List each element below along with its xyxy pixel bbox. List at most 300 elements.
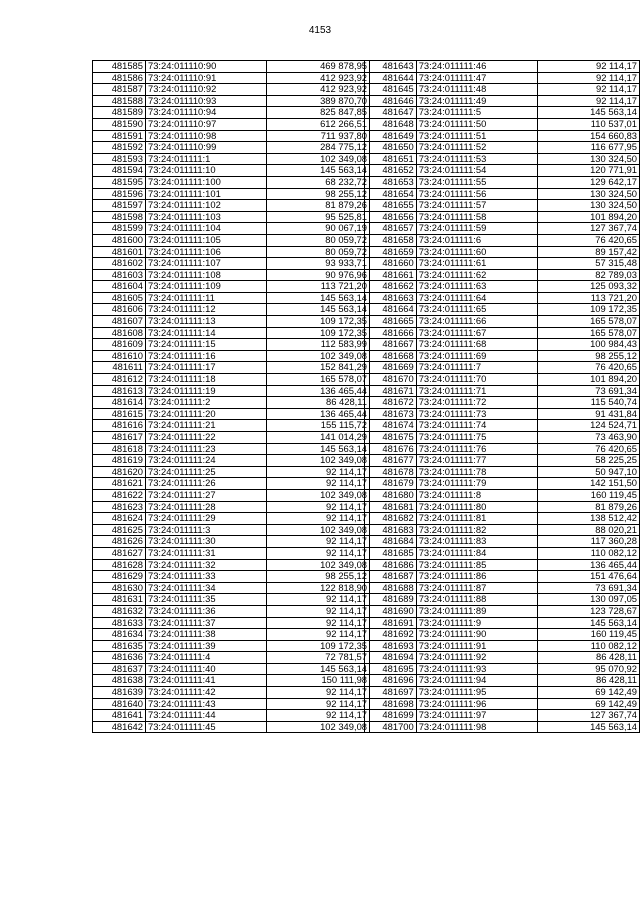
cadastral-number-cell: 73:24:011110:92 <box>146 84 267 96</box>
table-row <box>93 269 370 281</box>
cadastral-number-cell: 73:24:011111:74 <box>416 420 537 432</box>
value-cell: 68 232,72 <box>267 176 370 188</box>
table-row <box>93 234 370 246</box>
cadastral-number-cell: 73:24:011111:8 <box>416 489 537 501</box>
cadastral-number-cell: 73:24:011111:24 <box>146 455 267 467</box>
row-number-cell: 481690 <box>365 605 417 617</box>
table-row <box>93 362 370 374</box>
table-row <box>93 524 370 536</box>
table-row <box>365 188 640 200</box>
value-cell: 125 093,32 <box>537 281 639 293</box>
value-cell: 92 114,17 <box>267 594 370 606</box>
value-cell: 86 428,11 <box>537 652 639 664</box>
cadastral-number-cell: 73:24:011111:77 <box>416 455 537 467</box>
cadastral-number-cell: 73:24:011111:19 <box>146 385 267 397</box>
row-number-cell: 481595 <box>93 176 146 188</box>
value-cell: 130 097,05 <box>537 594 639 606</box>
row-number-cell: 481668 <box>365 350 417 362</box>
value-cell: 92 114,17 <box>267 478 370 490</box>
cadastral-number-cell: 73:24:011111:56 <box>416 188 537 200</box>
table-row <box>93 95 370 107</box>
table-row <box>93 571 370 583</box>
row-number-cell: 481677 <box>365 455 417 467</box>
table-row <box>365 478 640 490</box>
cadastral-number-cell: 73:24:011111:42 <box>146 687 267 699</box>
row-number-cell: 481622 <box>93 489 146 501</box>
value-cell: 160 119,45 <box>537 629 639 641</box>
row-number-cell: 481680 <box>365 489 417 501</box>
value-cell: 92 114,17 <box>267 698 370 710</box>
table-row <box>93 397 370 409</box>
table-row <box>93 350 370 362</box>
cadastral-number-cell: 73:24:011111:4 <box>146 652 267 664</box>
value-cell: 92 114,17 <box>267 687 370 699</box>
value-cell: 120 771,91 <box>537 165 639 177</box>
table-row <box>365 153 640 165</box>
value-cell: 88 020,21 <box>537 524 639 536</box>
table-row <box>93 721 370 733</box>
value-cell: 76 420,65 <box>537 362 639 374</box>
value-cell: 127 367,74 <box>537 223 639 235</box>
table-row <box>365 432 640 444</box>
cadastral-number-cell: 73:24:011111:80 <box>416 501 537 513</box>
value-cell: 102 349,08 <box>267 721 370 733</box>
row-number-cell: 481674 <box>365 420 417 432</box>
table-row <box>93 339 370 351</box>
table-row <box>365 95 640 107</box>
table-row <box>93 605 370 617</box>
cadastral-number-cell: 73:24:011110:90 <box>146 61 267 73</box>
value-cell: 130 324,50 <box>537 153 639 165</box>
cadastral-number-cell: 73:24:011111:46 <box>416 61 537 73</box>
row-number-cell: 481660 <box>365 258 417 270</box>
cadastral-number-cell: 73:24:011111:52 <box>416 142 537 154</box>
row-number-cell: 481616 <box>93 420 146 432</box>
table-row <box>365 223 640 235</box>
cadastral-number-cell: 73:24:011111:70 <box>416 374 537 386</box>
cadastral-number-cell: 73:24:011111:2 <box>146 397 267 409</box>
row-number-cell: 481671 <box>365 385 417 397</box>
cadastral-number-cell: 73:24:011111:28 <box>146 501 267 513</box>
table-row <box>93 176 370 188</box>
table-row <box>93 374 370 386</box>
row-number-cell: 481600 <box>93 234 146 246</box>
row-number-cell: 481619 <box>93 455 146 467</box>
row-number-cell: 481598 <box>93 211 146 223</box>
row-number-cell: 481642 <box>93 721 146 733</box>
table-row <box>365 316 640 328</box>
value-cell: 113 721,20 <box>267 281 370 293</box>
row-number-cell: 481700 <box>365 721 417 733</box>
row-number-cell: 481635 <box>93 640 146 652</box>
row-number-cell: 481618 <box>93 443 146 455</box>
row-number-cell: 481643 <box>365 61 417 73</box>
table-row <box>365 397 640 409</box>
value-cell: 165 578,07 <box>267 374 370 386</box>
table-row <box>365 118 640 130</box>
table-row <box>93 130 370 142</box>
value-cell: 825 847,85 <box>267 107 370 119</box>
row-number-cell: 481590 <box>93 118 146 130</box>
cadastral-number-cell: 73:24:011111:41 <box>146 675 267 687</box>
table-row <box>93 455 370 467</box>
cadastral-number-cell: 73:24:011111:95 <box>416 687 537 699</box>
value-cell: 73 463,90 <box>537 432 639 444</box>
value-cell: 101 894,20 <box>537 374 639 386</box>
row-number-cell: 481659 <box>365 246 417 258</box>
table-row <box>93 501 370 513</box>
table-row <box>365 200 640 212</box>
value-cell: 102 349,08 <box>267 489 370 501</box>
table-row <box>365 559 640 571</box>
cadastral-number-cell: 73:24:011111:91 <box>416 640 537 652</box>
row-number-cell: 481665 <box>365 316 417 328</box>
table-row <box>93 211 370 223</box>
cadastral-number-cell: 73:24:011111:37 <box>146 617 267 629</box>
row-number-cell: 481666 <box>365 327 417 339</box>
table-row <box>365 501 640 513</box>
row-number-cell: 481652 <box>365 165 417 177</box>
cadastral-number-cell: 73:24:011111:54 <box>416 165 537 177</box>
value-cell: 469 878,95 <box>267 61 370 73</box>
value-cell: 73 691,34 <box>537 385 639 397</box>
table-row <box>93 687 370 699</box>
cadastral-number-cell: 73:24:011111:31 <box>146 547 267 559</box>
cadastral-number-cell: 73:24:011111:104 <box>146 223 267 235</box>
value-cell: 129 642,17 <box>537 176 639 188</box>
value-cell: 110 082,12 <box>537 547 639 559</box>
row-number-cell: 481599 <box>93 223 146 235</box>
cadastral-number-cell: 73:24:011111:64 <box>416 292 537 304</box>
table-row <box>365 281 640 293</box>
table-row <box>93 246 370 258</box>
table-row <box>93 582 370 594</box>
table-row <box>93 617 370 629</box>
cadastral-number-cell: 73:24:011111:88 <box>416 594 537 606</box>
value-cell: 109 172,35 <box>267 327 370 339</box>
table-row <box>93 385 370 397</box>
value-cell: 160 119,45 <box>537 489 639 501</box>
row-number-cell: 481685 <box>365 547 417 559</box>
row-number-cell: 481604 <box>93 281 146 293</box>
cadastral-number-cell: 73:24:011110:97 <box>146 118 267 130</box>
value-cell: 101 894,20 <box>537 211 639 223</box>
table-row <box>93 304 370 316</box>
table-row <box>93 443 370 455</box>
table-row <box>93 489 370 501</box>
cadastral-number-cell: 73:24:011111:78 <box>416 466 537 478</box>
value-cell: 152 841,29 <box>267 362 370 374</box>
value-cell: 165 578,07 <box>537 327 639 339</box>
cadastral-number-cell: 73:24:011111:109 <box>146 281 267 293</box>
cadastral-number-cell: 73:24:011111:83 <box>416 536 537 548</box>
value-cell: 92 114,17 <box>267 466 370 478</box>
cadastral-number-cell: 73:24:011111:32 <box>146 559 267 571</box>
row-number-cell: 481627 <box>93 547 146 559</box>
value-cell: 92 114,17 <box>267 617 370 629</box>
value-cell: 151 476,64 <box>537 571 639 583</box>
cadastral-number-cell: 73:24:011111:13 <box>146 316 267 328</box>
row-number-cell: 481639 <box>93 687 146 699</box>
table-row <box>93 142 370 154</box>
cadastral-number-cell: 73:24:011111:96 <box>416 698 537 710</box>
table-row <box>365 142 640 154</box>
value-cell: 145 563,14 <box>267 663 370 675</box>
table-row <box>365 687 640 699</box>
table-row <box>93 281 370 293</box>
cadastral-number-cell: 73:24:011111:40 <box>146 663 267 675</box>
value-cell: 81 879,26 <box>537 501 639 513</box>
value-cell: 138 512,42 <box>537 513 639 525</box>
table-row <box>365 443 640 455</box>
row-number-cell: 481606 <box>93 304 146 316</box>
table-row <box>365 640 640 652</box>
row-number-cell: 481610 <box>93 350 146 362</box>
cadastral-number-cell: 73:24:011111:7 <box>416 362 537 374</box>
cadastral-number-cell: 73:24:011111:68 <box>416 339 537 351</box>
cadastral-number-cell: 73:24:011111:34 <box>146 582 267 594</box>
cadastral-number-cell: 73:24:011111:61 <box>416 258 537 270</box>
cadastral-number-cell: 73:24:011111:50 <box>416 118 537 130</box>
table-row <box>365 420 640 432</box>
cadastral-number-cell: 73:24:011111:22 <box>146 432 267 444</box>
cadastral-number-cell: 73:24:011111:1 <box>146 153 267 165</box>
table-row <box>365 594 640 606</box>
value-cell: 73 691,34 <box>537 582 639 594</box>
row-number-cell: 481687 <box>365 571 417 583</box>
value-cell: 92 114,17 <box>537 72 639 84</box>
table-row <box>365 698 640 710</box>
row-number-cell: 481624 <box>93 513 146 525</box>
cadastral-number-cell: 73:24:011111:39 <box>146 640 267 652</box>
cadastral-number-cell: 73:24:011110:94 <box>146 107 267 119</box>
cadastral-number-cell: 73:24:011111:69 <box>416 350 537 362</box>
row-number-cell: 481667 <box>365 339 417 351</box>
cadastral-number-cell: 73:24:011111:67 <box>416 327 537 339</box>
table-row <box>93 710 370 722</box>
row-number-cell: 481694 <box>365 652 417 664</box>
table-row <box>93 408 370 420</box>
table-row <box>93 84 370 96</box>
cadastral-number-cell: 73:24:011111:101 <box>146 188 267 200</box>
row-number-cell: 481607 <box>93 316 146 328</box>
value-cell: 130 324,50 <box>537 200 639 212</box>
cadastral-number-cell: 73:24:011111:71 <box>416 385 537 397</box>
cadastral-number-cell: 73:24:011111:90 <box>416 629 537 641</box>
table-row <box>365 269 640 281</box>
register-table-left <box>92 60 370 733</box>
cadastral-number-cell: 73:24:011111:59 <box>416 223 537 235</box>
row-number-cell: 481632 <box>93 605 146 617</box>
table-row <box>365 176 640 188</box>
value-cell: 102 349,08 <box>267 153 370 165</box>
table-row <box>365 84 640 96</box>
row-number-cell: 481625 <box>93 524 146 536</box>
row-number-cell: 481612 <box>93 374 146 386</box>
cadastral-number-cell: 73:24:011111:75 <box>416 432 537 444</box>
table-row <box>93 165 370 177</box>
cadastral-number-cell: 73:24:011111:85 <box>416 559 537 571</box>
table-row <box>93 547 370 559</box>
value-cell: 92 114,17 <box>267 547 370 559</box>
value-cell: 110 082,12 <box>537 640 639 652</box>
table-row <box>93 640 370 652</box>
value-cell: 69 142,49 <box>537 698 639 710</box>
value-cell: 389 870,70 <box>267 95 370 107</box>
table-row <box>365 710 640 722</box>
value-cell: 127 367,74 <box>537 710 639 722</box>
table-row <box>365 547 640 559</box>
table-row <box>93 420 370 432</box>
value-cell: 95 525,81 <box>267 211 370 223</box>
value-cell: 115 540,74 <box>537 397 639 409</box>
row-number-cell: 481675 <box>365 432 417 444</box>
value-cell: 154 660,83 <box>537 130 639 142</box>
value-cell: 124 524,71 <box>537 420 639 432</box>
cadastral-number-cell: 73:24:011111:57 <box>416 200 537 212</box>
table-row <box>93 536 370 548</box>
value-cell: 711 937,80 <box>267 130 370 142</box>
table-row <box>93 652 370 664</box>
value-cell: 612 266,51 <box>267 118 370 130</box>
cadastral-number-cell: 73:24:011111:27 <box>146 489 267 501</box>
table-row <box>93 258 370 270</box>
value-cell: 155 115,72 <box>267 420 370 432</box>
value-cell: 98 255,12 <box>267 188 370 200</box>
cadastral-number-cell: 73:24:011111:33 <box>146 571 267 583</box>
cadastral-number-cell: 73:24:011111:87 <box>416 582 537 594</box>
row-number-cell: 481695 <box>365 663 417 675</box>
cadastral-number-cell: 73:24:011111:65 <box>416 304 537 316</box>
value-cell: 98 255,12 <box>537 350 639 362</box>
cadastral-number-cell: 73:24:011111:21 <box>146 420 267 432</box>
row-number-cell: 481591 <box>93 130 146 142</box>
row-number-cell: 481648 <box>365 118 417 130</box>
table-row <box>365 107 640 119</box>
value-cell: 81 879,26 <box>267 200 370 212</box>
cadastral-number-cell: 73:24:011111:35 <box>146 594 267 606</box>
row-number-cell: 481633 <box>93 617 146 629</box>
cadastral-number-cell: 73:24:011110:99 <box>146 142 267 154</box>
value-cell: 109 172,35 <box>267 640 370 652</box>
table-row <box>93 466 370 478</box>
row-number-cell: 481605 <box>93 292 146 304</box>
value-cell: 165 578,07 <box>537 316 639 328</box>
table-row <box>365 234 640 246</box>
table-row <box>93 107 370 119</box>
value-cell: 109 172,35 <box>267 316 370 328</box>
value-cell: 117 360,28 <box>537 536 639 548</box>
value-cell: 102 349,08 <box>267 350 370 362</box>
value-cell: 92 114,17 <box>537 95 639 107</box>
row-number-cell: 481621 <box>93 478 146 490</box>
cadastral-number-cell: 73:24:011111:23 <box>146 443 267 455</box>
table-row <box>365 61 640 73</box>
value-cell: 93 933,71 <box>267 258 370 270</box>
row-number-cell: 481661 <box>365 269 417 281</box>
value-cell: 92 114,17 <box>267 605 370 617</box>
cadastral-number-cell: 73:24:011111:102 <box>146 200 267 212</box>
table-row <box>365 408 640 420</box>
row-number-cell: 481688 <box>365 582 417 594</box>
row-number-cell: 481698 <box>365 698 417 710</box>
cadastral-number-cell: 73:24:011111:16 <box>146 350 267 362</box>
cadastral-number-cell: 73:24:011111:58 <box>416 211 537 223</box>
value-cell: 141 014,29 <box>267 432 370 444</box>
row-number-cell: 481613 <box>93 385 146 397</box>
value-cell: 145 563,14 <box>267 443 370 455</box>
row-number-cell: 481615 <box>93 408 146 420</box>
table-row <box>365 72 640 84</box>
table-row <box>93 153 370 165</box>
value-cell: 92 114,17 <box>267 629 370 641</box>
value-cell: 102 349,08 <box>267 559 370 571</box>
cadastral-number-cell: 73:24:011111:9 <box>416 617 537 629</box>
row-number-cell: 481647 <box>365 107 417 119</box>
table-row <box>365 304 640 316</box>
cadastral-number-cell: 73:24:011111:51 <box>416 130 537 142</box>
row-number-cell: 481611 <box>93 362 146 374</box>
cadastral-number-cell: 73:24:011111:45 <box>146 721 267 733</box>
value-cell: 412 923,92 <box>267 72 370 84</box>
cadastral-number-cell: 73:24:011111:108 <box>146 269 267 281</box>
value-cell: 50 947,10 <box>537 466 639 478</box>
value-cell: 145 563,14 <box>267 165 370 177</box>
table-row <box>93 594 370 606</box>
value-cell: 145 563,14 <box>537 617 639 629</box>
row-number-cell: 481585 <box>93 61 146 73</box>
value-cell: 58 225,25 <box>537 455 639 467</box>
row-number-cell: 481637 <box>93 663 146 675</box>
table-row <box>365 455 640 467</box>
row-number-cell: 481638 <box>93 675 146 687</box>
cadastral-number-cell: 73:24:011111:53 <box>416 153 537 165</box>
row-number-cell: 481654 <box>365 188 417 200</box>
row-number-cell: 481650 <box>365 142 417 154</box>
table-row <box>365 211 640 223</box>
table-row <box>93 61 370 73</box>
row-number-cell: 481670 <box>365 374 417 386</box>
value-cell: 80 059,72 <box>267 234 370 246</box>
table-row <box>93 316 370 328</box>
row-number-cell: 481597 <box>93 200 146 212</box>
table-row <box>93 629 370 641</box>
row-number-cell: 481651 <box>365 153 417 165</box>
row-number-cell: 481594 <box>93 165 146 177</box>
row-number-cell: 481601 <box>93 246 146 258</box>
cadastral-number-cell: 73:24:011111:3 <box>146 524 267 536</box>
value-cell: 72 781,57 <box>267 652 370 664</box>
row-number-cell: 481697 <box>365 687 417 699</box>
cadastral-number-cell: 73:24:011110:91 <box>146 72 267 84</box>
value-cell: 136 465,44 <box>537 559 639 571</box>
table-row <box>365 165 640 177</box>
value-cell: 98 255,12 <box>267 571 370 583</box>
value-cell: 102 349,08 <box>267 524 370 536</box>
row-number-cell: 481653 <box>365 176 417 188</box>
cadastral-number-cell: 73:24:011111:107 <box>146 258 267 270</box>
cadastral-number-cell: 73:24:011111:49 <box>416 95 537 107</box>
row-number-cell: 481626 <box>93 536 146 548</box>
table-row <box>93 292 370 304</box>
cadastral-number-cell: 73:24:011111:48 <box>416 84 537 96</box>
value-cell: 122 818,90 <box>267 582 370 594</box>
row-number-cell: 481631 <box>93 594 146 606</box>
row-number-cell: 481676 <box>365 443 417 455</box>
value-cell: 76 420,65 <box>537 443 639 455</box>
cadastral-number-cell: 73:24:011111:43 <box>146 698 267 710</box>
table-row <box>365 663 640 675</box>
